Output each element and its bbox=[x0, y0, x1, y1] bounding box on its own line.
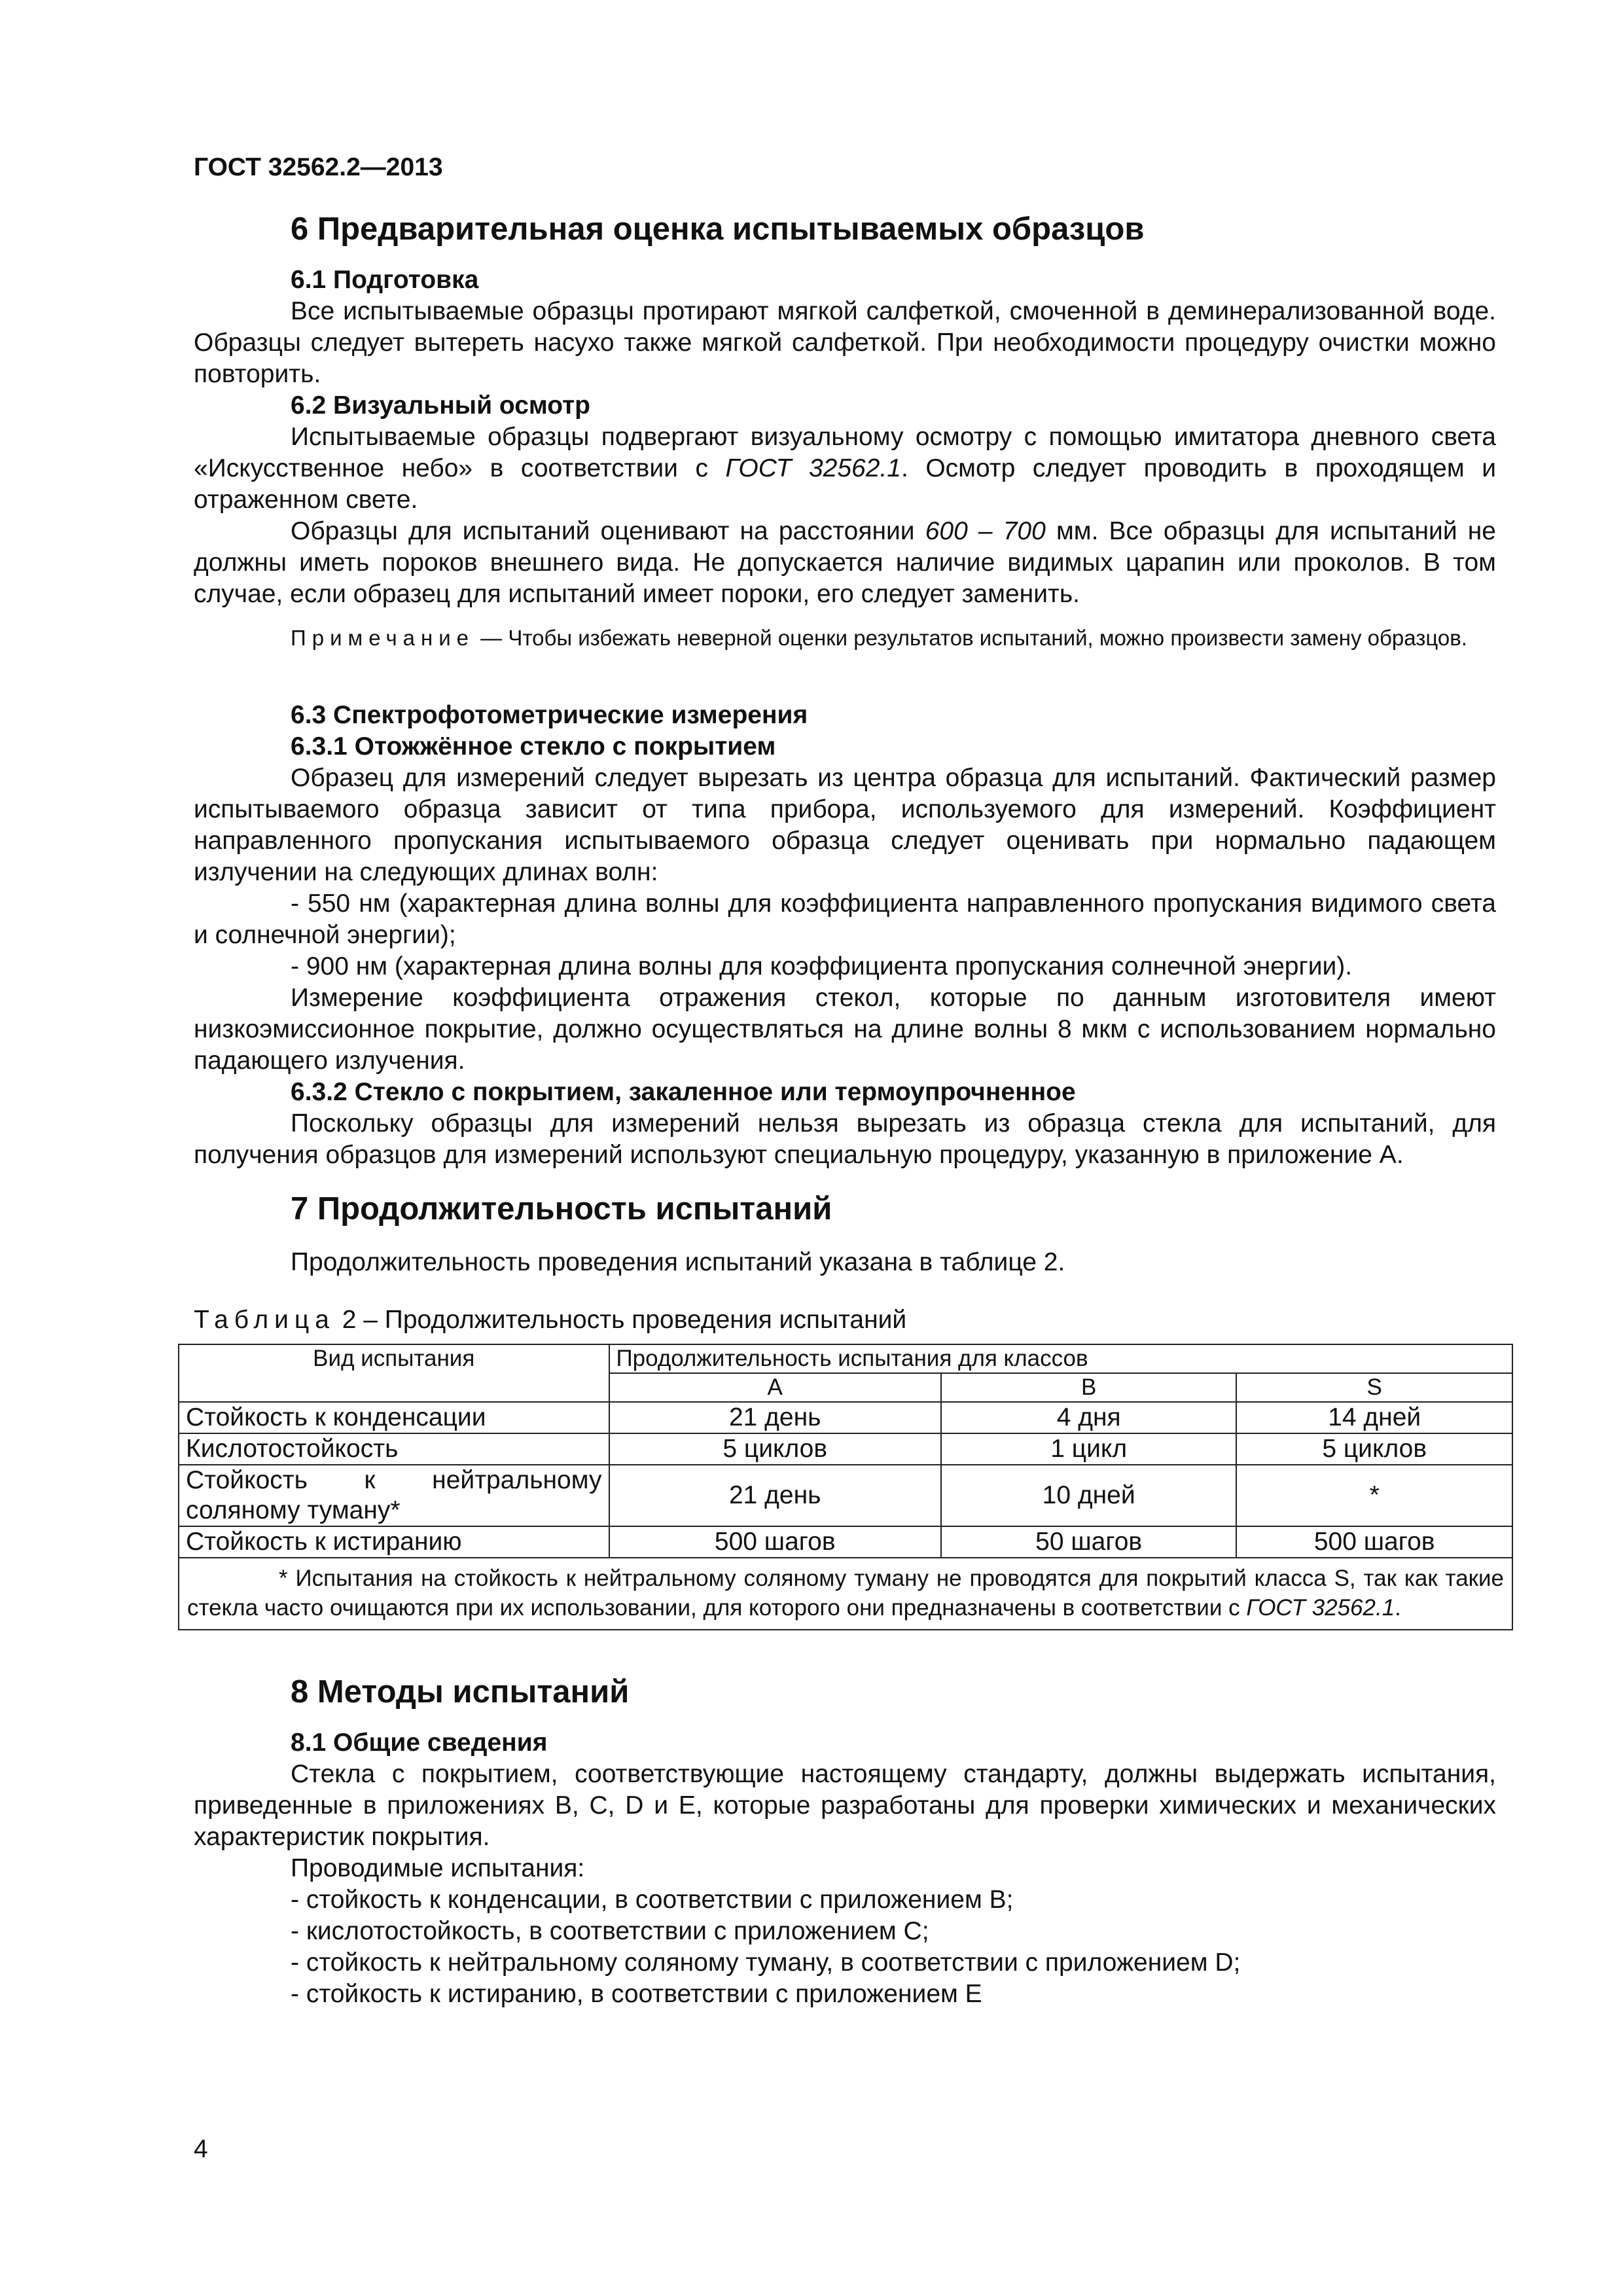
cell-test-name: Стойкость к нейтральному соляному туману* bbox=[179, 1465, 609, 1526]
duration-table bbox=[178, 1344, 1513, 1630]
text-span: Испытываемые образцы подвергают визуальному осмотру с помощью имитатора дневного света «Искусственное небо» в соответствии с bbox=[194, 423, 1496, 482]
section-8-1-title: 8.1 Общие сведения bbox=[291, 1729, 548, 1757]
cell-class-a: 21 день bbox=[609, 1465, 941, 1526]
text-span: . Осмотр следует проводить в проходящем и отраженном свете. bbox=[194, 454, 1496, 514]
header-duration: Продолжительность испытания для классов bbox=[609, 1344, 1513, 1373]
section-6-3-1-paragraph-2: Измерение коэффициента отражения стекол, которые по данным изготовителя имеют низкоэмиссионное покрытие, должно осуществляться на длине волны 8 мкм с использованием нормально падающего излучения. bbox=[194, 984, 1496, 1075]
table-row bbox=[179, 1465, 1512, 1526]
standard-reference: ГОСТ 32562.1 bbox=[725, 454, 901, 482]
cell-class-s: * bbox=[1236, 1465, 1512, 1526]
footnote-text: * Испытания на стойкость к нейтральному соляному туману не проводятся для покрытий класса S, так как такие стекла часто очищаются при их использовании, для которого они предназначены в соответствии с bbox=[187, 1566, 1504, 1621]
cell-class-a: 21 день bbox=[609, 1402, 941, 1433]
page-content bbox=[186, 209, 1504, 2010]
section-6-3-1-paragraph-1: Образец для измерений следует вырезать из центра образца для испытаний. Фактический размер испытываемого образца зависит от типа прибора, используемого для измерений. Коэффициент направленного пропускания испытываемого образца следует оценивать при нормально падающем излучении на следующих длинах волн: bbox=[194, 764, 1496, 886]
section-6-3-1-title: 6.3.1 Отожжённое стекло с покрытием bbox=[291, 732, 776, 761]
section-6-3-1-item-2: - 900 нм (характерная длина волны для коэффициента пропускания солнечной энергии). bbox=[291, 952, 1353, 980]
cell-class-a: 5 циклов bbox=[609, 1433, 941, 1465]
section-6-1-title: 6.1 Подготовка bbox=[291, 266, 479, 294]
table-row bbox=[179, 1402, 1512, 1433]
cell-class-s: 5 циклов bbox=[1236, 1433, 1512, 1465]
list-item: - стойкость к конденсации, в соответствии с приложением B; bbox=[291, 1886, 1014, 1914]
section-6-3-title: 6.3 Спектрофотометрические измерения bbox=[291, 701, 808, 729]
note bbox=[194, 623, 1496, 653]
cell-class-s: 14 дней bbox=[1236, 1402, 1512, 1433]
table-caption bbox=[194, 1304, 1496, 1336]
section-6-2-title: 6.2 Визуальный осмотр bbox=[291, 391, 591, 420]
note-label: Примечание bbox=[291, 626, 475, 650]
note-text: — Чтобы избежать неверной оценки результатов испытаний, можно произвести замену образцов. bbox=[474, 626, 1467, 650]
section-8-1-paragraph-1: Стекла с покрытием, соответствующие настоящему стандарту, должны выдержать испытания, приведенные в приложениях B, C, D и E, которые разработаны для проверки химических и механических характеристик покрытия. bbox=[194, 1760, 1496, 1851]
cell-class-a: 500 шагов bbox=[609, 1526, 941, 1558]
standard-reference: ГОСТ 32562.1 bbox=[1246, 1595, 1395, 1621]
section-7-intro: Продолжительность проведения испытаний указана в таблице 2. bbox=[291, 1248, 1065, 1276]
text-span: Образцы для испытаний оценивают на расстоянии bbox=[291, 517, 925, 545]
text-span: мм. Все образцы для испытаний не должны иметь пороков внешнего вида. Не допускается наличие видимых царапин или проколов. В том случае, если образец для испытаний имеет пороки, его следует заменить. bbox=[194, 517, 1496, 608]
section-8-1-paragraph-2: Проводимые испытания: bbox=[291, 1854, 585, 1882]
cell-test-name: Стойкость к истиранию bbox=[179, 1526, 609, 1558]
header-class-b: B bbox=[941, 1373, 1236, 1402]
distance-range: 600 – 700 bbox=[925, 517, 1046, 545]
footnote-end: . bbox=[1395, 1595, 1401, 1621]
section-8-title: 8 Методы испытаний bbox=[291, 1674, 630, 1710]
header-class-s: S bbox=[1236, 1373, 1512, 1402]
header-class-a: A bbox=[609, 1373, 941, 1402]
cell-class-s: 500 шагов bbox=[1236, 1526, 1512, 1558]
section-7-title: 7 Продолжительность испытаний bbox=[291, 1191, 832, 1227]
document-code: ГОСТ 32562.2—2013 bbox=[194, 153, 443, 181]
section-6-1-text: Все испытываемые образцы протирают мягкой салфеткой, смоченной в деминерализованной воде. Образцы следует вытереть насухо также мягкой салфеткой. При необходимости процедуру очистки можно повторить. bbox=[194, 297, 1496, 388]
cell-class-b: 50 шагов bbox=[941, 1526, 1236, 1558]
page-number: 4 bbox=[194, 2135, 208, 2163]
table-row bbox=[179, 1433, 1512, 1465]
section-6-3-2-title: 6.3.2 Стекло с покрытием, закаленное или термоупрочненное bbox=[291, 1078, 1076, 1106]
section-6-3-2-paragraph-1: Поскольку образцы для измерений нельзя вырезать из образца стекла для испытаний, для получения образцов для измерений используют специальную процедуру, указанную в приложение А. bbox=[194, 1109, 1496, 1169]
section-6-2-paragraph-2 bbox=[194, 516, 1496, 610]
table-footnote-row bbox=[179, 1558, 1512, 1630]
table-footnote bbox=[179, 1558, 1512, 1630]
list-item: - стойкость к истиранию, в соответствии с приложением E bbox=[291, 1980, 982, 2008]
cell-test-name: Кислотостойкость bbox=[179, 1433, 609, 1465]
table-header-row bbox=[179, 1344, 1512, 1373]
cell-test-name: Стойкость к конденсации bbox=[179, 1402, 609, 1433]
list-item: - стойкость к нейтральному соляному туману, в соответствии с приложением D; bbox=[291, 1948, 1241, 1977]
cell-class-b: 10 дней bbox=[941, 1465, 1236, 1526]
section-6-title: 6 Предварительная оценка испытываемых образцов bbox=[291, 211, 1145, 247]
header-test-type: Вид испытания bbox=[179, 1344, 609, 1402]
list-item: - кислотостойкость, в соответствии с приложением C; bbox=[291, 1917, 929, 1945]
section-6-3-1-item-1: - 550 нм (характерная длина волны для коэффициента направленного пропускания видимого света и солнечной энергии); bbox=[194, 889, 1496, 949]
table-title: 2 – Продолжительность проведения испытаний bbox=[334, 1306, 907, 1334]
cell-class-b: 1 цикл bbox=[941, 1433, 1236, 1465]
table-label: Таблица bbox=[194, 1306, 335, 1334]
section-6-2-paragraph-1 bbox=[194, 422, 1496, 516]
table-row bbox=[179, 1526, 1512, 1558]
cell-class-b: 4 дня bbox=[941, 1402, 1236, 1433]
